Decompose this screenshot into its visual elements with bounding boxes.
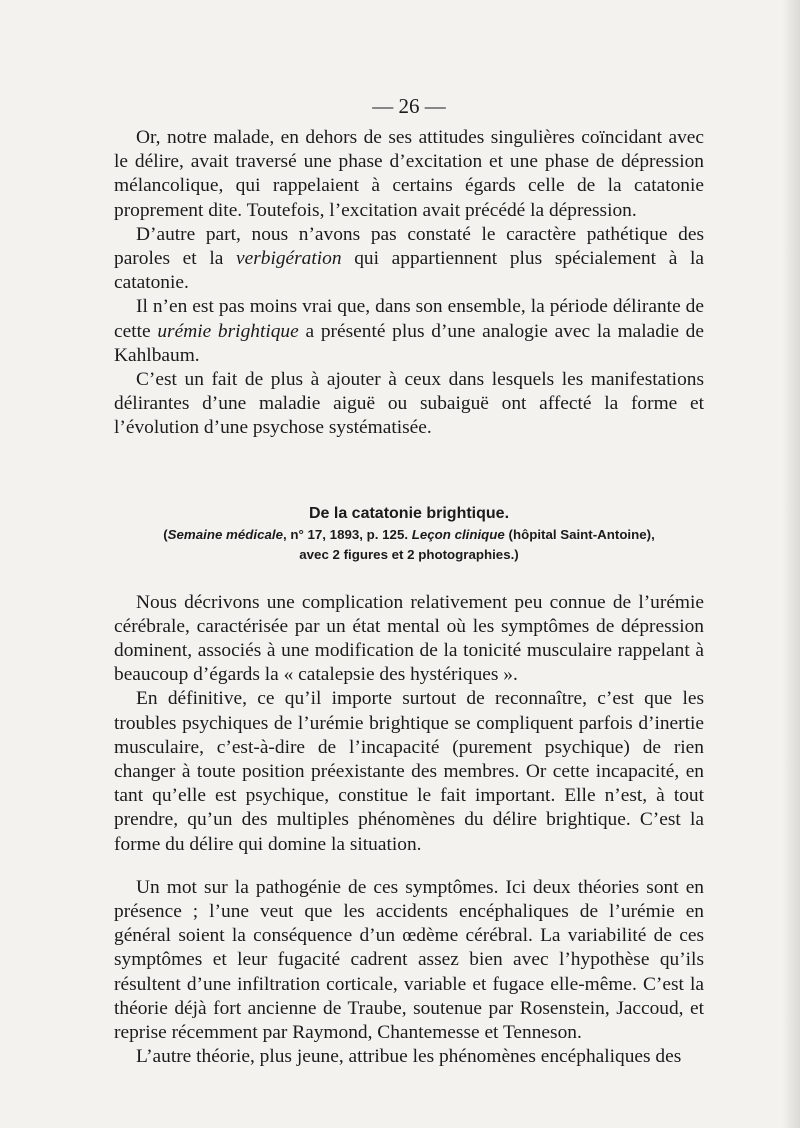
citation-rest: (hôpital Saint-Antoine), [504, 526, 655, 542]
citation-line-1 [114, 525, 704, 545]
paragraph-3 [114, 295, 704, 368]
paragraph-3-text-a: Il n’en est pas moins vrai que, dans son ensemble, la période délirante de cette [114, 296, 704, 342]
paragraph-2-text-a: D’autre part, nous n’avons pas constaté le caractère pathétique des paroles et la [114, 223, 704, 270]
citation-mid: , n° 17, 1893, p. 125. [282, 526, 412, 542]
paragraph-2-emphasis: verbigération [235, 248, 342, 270]
section-paragraph-4: L’autre théorie, plus jeune, attribue les phénomènes encéphaliques des [136, 1046, 682, 1068]
paragraph-3-emphasis: urémie brightique [157, 320, 299, 342]
page-number: — 26 — [372, 94, 446, 118]
section-paragraph-2: En définitive, ce qu’il importe surtout de reconnaître, c’est que les troubles psychiques de l’urémie brightique se compliquent parfois d’inertie musculaire, c’est-à-dire de l’incapacité (purement psychique) de rien changer à toute position préexistante des membres. Or cette incapacité, en tant qu’elle est psychique, constitue le fait important. Elle n’est, à tout prendre, qu’un des multiples phénomènes du délire brightique. C’est la forme du délire qui domine la situation. [114, 688, 704, 855]
citation [114, 525, 704, 565]
paragraph-1: Or, notre malade, en dehors de ses attitudes singulières coïncidant avec le délire, avait traversé une phase d’excitation et une phase de dépression mélancolique, qui rappelaient à certains égards celle de la catatonie proprement dite. Toutefois, l’excitation avait précédé la dépression. [114, 127, 704, 221]
paragraph-3-text-b: a présenté plus d’une analogie avec la maladie de Kahlbaum. [114, 320, 704, 366]
paragraph-2 [114, 223, 704, 296]
section-paragraph-3: Un mot sur la pathogénie de ces symptômes. Ici deux théories sont en présence ; l’une veut que les accidents encéphaliques de l’urémie en général soient la conséquence d’un œdème cérébral. La variabilité de ces symptômes et leur fugacité cadrent assez bien avec l’hypothèse qu’ils résultent d’une infiltration corticale, variable et fugace elle-même. C’est la théorie déjà fort ancienne de Traube, soutenue par Rosenstein, Jaccoud, et reprise récemment par Raymond, Chantemesse et Tenneson. [114, 876, 704, 1044]
citation-line-2: avec 2 figures et 2 photographies.) [299, 546, 519, 562]
paragraph-2-text-b: qui appartiennent plus spécialement à la catatonie. [114, 248, 704, 294]
citation-open: ( [163, 526, 168, 542]
paragraph-4: C’est un fait de plus à ajouter à ceux dans lesquels les manifestations délirantes d’une maladie aiguë ou subaiguë ont affecté la forme et l’évolution d’une psychose systématisée. [114, 369, 704, 439]
citation-journal: Semaine médicale [167, 526, 283, 542]
page-edge-shadow [782, 0, 800, 1128]
document-page [114, 92, 704, 1070]
section-title: De la catatonie brightique. [308, 504, 510, 522]
section-paragraph-1: Nous décrivons une complication relativement peu connue de l’urémie cérébrale, caractérisée par un état mental où les symptômes de dépression dominent, associés à une modification de la tonicité musculaire rappelant à beaucoup d’égards la « catalepsie des hystériques ». [114, 591, 704, 686]
citation-lecon: Leçon clinique [411, 526, 505, 542]
